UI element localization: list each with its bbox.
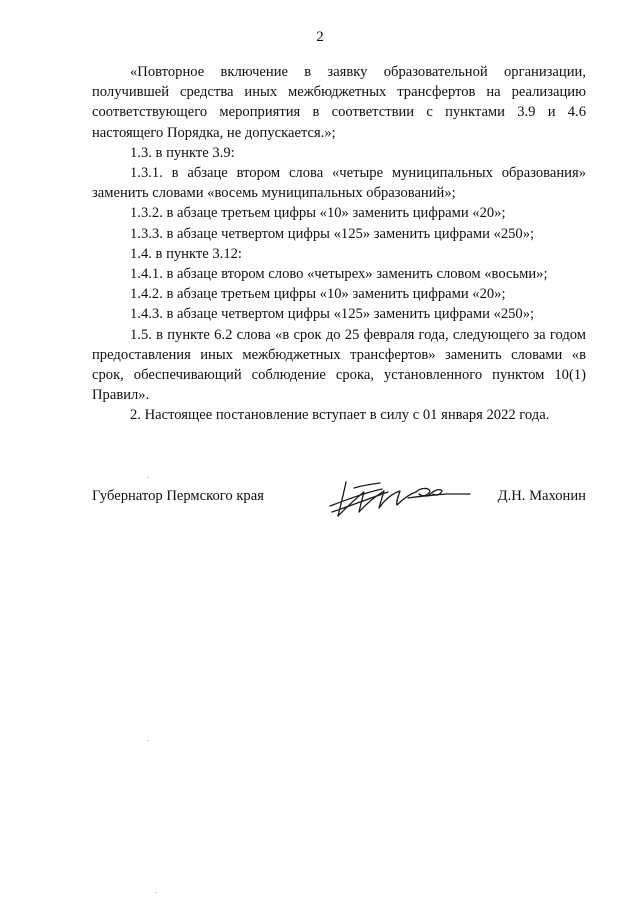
paragraph: 1.4.1. в абзаце втором слово «четырех» заменить словом «восьми»;: [130, 266, 548, 283]
page-number: 2: [316, 29, 324, 45]
paragraph: 2. Настоящее постановление вступает в силу с 01 января 2022 года.: [130, 407, 550, 424]
signatory-position: Губернатор Пермского края: [92, 488, 264, 504]
scan-speck: [148, 477, 149, 478]
scan-speck: [155, 892, 156, 893]
document-body: [92, 62, 586, 426]
paragraph: 1.4.3. в абзаце четвертом цифры «125» заменить цифрами «250»;: [130, 306, 535, 323]
paragraph: 1.5. в пункте 6.2 слова «в срок до 25 февраля года, следующего за годом предоставления иных межбюджетных трансфертов» заменить словами «в срок, обеспечивающий соблюдение срока, установленного пунктом 10(1) Правил».: [92, 326, 586, 404]
paragraph: 1.4.2. в абзаце третьем цифры «10» заменить цифрами «20»;: [130, 286, 506, 303]
paragraph: 1.3.2. в абзаце третьем цифры «10» заменить цифрами «20»;: [130, 205, 506, 222]
paragraph: 1.3. в пункте 3.9:: [130, 144, 235, 161]
signatory-name: Д.Н. Махонин: [497, 488, 586, 504]
scan-speck: [148, 740, 149, 741]
paragraph: «Повторное включение в заявку образовательной организации, получившей средства иных межбюджетных трансфертов на реализацию соответствующего мероприятия в соответствии с пунктами 3.9 и 4.6 настоящего Порядка, не допускается.»;: [92, 64, 586, 141]
paragraph: 1.3.3. в абзаце четвертом цифры «125» заменить цифрами «250»;: [130, 225, 535, 242]
paragraph: 1.4. в пункте 3.12:: [130, 245, 242, 262]
paragraph: 1.3.1. в абзаце втором слова «четыре муниципальных образования» заменить словами «восемь муниципальных образований»;: [92, 165, 586, 202]
handwritten-signature: [324, 476, 474, 520]
signature-block: [92, 484, 586, 524]
